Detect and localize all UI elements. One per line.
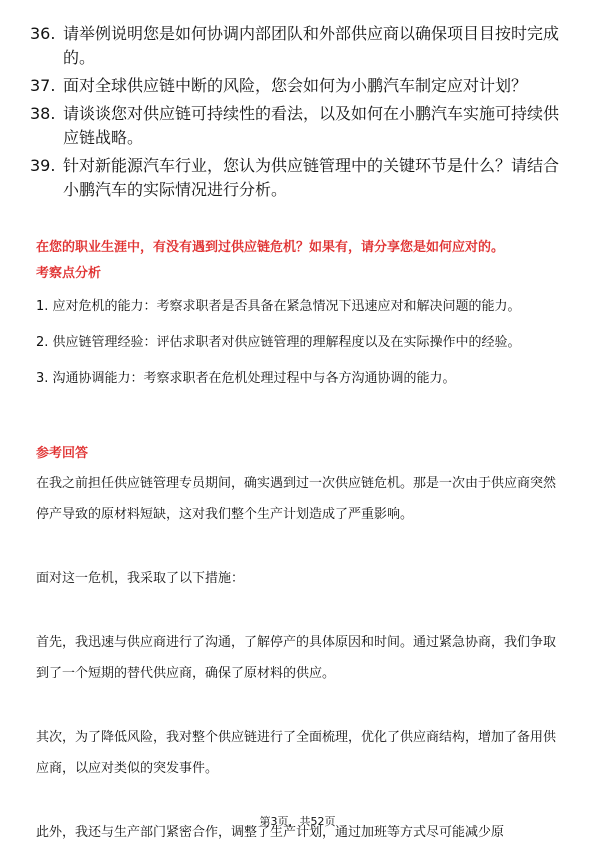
answer-paragraph: 首先，我迅速与供应商进行了沟通，了解停产的具体原因和时间。通过紧急协商，我们争取到了一个短期的替代供应商，确保了原材料的供应。 xyxy=(36,635,557,681)
answer-heading: 参考回答 xyxy=(36,446,89,461)
question-text: 请举例说明您是如何协调内部团队和外部供应商以确保项目目按时完成的。 xyxy=(63,24,560,67)
analysis-point: 2. 供应链管理经验：评估求职者对供应链管理的理解程度以及在实际操作中的经验。 xyxy=(36,335,521,350)
question-text: 针对新能源汽车行业，您认为供应链管理中的关键环节是什么？请结合小鹏汽车的实际情况进行分析。 xyxy=(63,156,560,199)
analysis-point: 1. 应对危机的能力：考察求职者是否具备在紧急情况下迅速应对和解决问题的能力。 xyxy=(36,299,521,314)
question-text: 面对全球供应链中断的风险，您会如何为小鹏汽车制定应对计划？ xyxy=(63,76,528,95)
answer-paragraph: 面对这一危机，我采取了以下措施： xyxy=(36,571,245,586)
question-number: 39. xyxy=(30,156,56,175)
question-number: 37. xyxy=(30,76,56,95)
analysis-point: 3. 沟通协调能力：考察求职者在危机处理过程中与各方沟通协调的能力。 xyxy=(36,371,456,386)
answer-paragraph: 在我之前担任供应链管理专员期间，确实遇到过一次供应链危机。那是一次由于供应商突然停产导致的原材料短缺，这对我们整个生产计划造成了严重影响。 xyxy=(36,476,557,522)
question-item xyxy=(30,102,570,150)
page-number-label: 第3页，共52页 xyxy=(259,815,336,828)
question-item xyxy=(30,74,570,98)
page-footer xyxy=(0,814,595,830)
analysis-points xyxy=(36,292,560,400)
question-list xyxy=(30,22,570,206)
question-text: 请谈谈您对供应链可持续性的看法，以及如何在小鹏汽车实施可持续供应链战略。 xyxy=(63,104,560,147)
answer-body xyxy=(36,468,560,848)
answer-paragraph: 其次，为了降低风险，我对整个供应链进行了全面梳理，优化了供应商结构，增加了备用供应商，以应对类似的突发事件。 xyxy=(36,730,557,776)
question-number: 38. xyxy=(30,104,56,123)
analysis-heading: 考察点分析 xyxy=(36,266,102,281)
question-number: 36. xyxy=(30,24,56,43)
question-item xyxy=(30,154,570,202)
answer-paragraph: 此外，我还与生产部门紧密合作，调整了生产计划，通过加班等方式尽可能减少原 xyxy=(36,825,505,840)
featured-question: 在您的职业生涯中，有没有遇到过供应链危机？如果有，请分享您是如何应对的。 xyxy=(36,240,505,255)
question-item xyxy=(30,22,570,70)
